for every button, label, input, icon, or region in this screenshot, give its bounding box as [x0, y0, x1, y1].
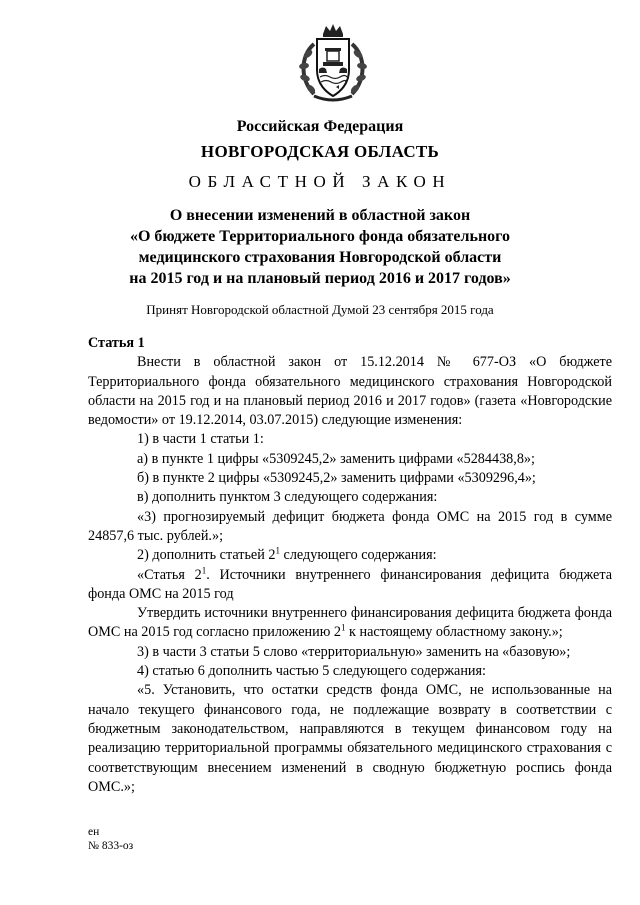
- title-line: «О бюджете Территориального фонда обязательного: [129, 228, 511, 245]
- amendment-item: 2) дополнить статьей $2^1$ следующего содержания:: [137, 545, 437, 564]
- title-line: медицинского страхования Новгородской области: [138, 249, 502, 266]
- amendment-quote: «5. Установить, что остатки средств фонда ОМС, не использованные на начало текущего финансового года, не подлежащие возврату в соответствии с бюджетным законодательством, направляются в текущем финансовом году на реализацию территориальной программы обязательного медицинского страхования с соответствующим внесением изменений в сводную бюджетную роспись фонда ОМС.»;: [88, 682, 612, 795]
- title-line: О внесении изменений в областной закон: [169, 207, 471, 224]
- article-body: [88, 334, 612, 797]
- amendment-subitem: б) в пункте 2 цифры «5309245,2» заменить цифрами «5309296,4»;: [137, 470, 536, 487]
- amendment-item: 1) в части 1 статьи 1:: [137, 431, 264, 448]
- new-article-text: Утвердить источники внутреннего финансирования дефицита бюджета фонда ОМС на 2015 год согласно приложению $2^1$ к настоящему областному закону.»;: [88, 605, 612, 641]
- document-type: ОБЛАСТНОЙ ЗАКОН: [188, 172, 452, 191]
- article-heading: Статья 1: [88, 335, 145, 351]
- amendment-subitem: в) дополнить пунктом 3 следующего содержания:: [137, 489, 438, 506]
- document-footer: [88, 825, 133, 853]
- amendment-item: 4) статью 6 дополнить частью 5 следующего содержания:: [137, 663, 486, 680]
- amendment-item: 3) в части 3 статьи 5 слово «территориальную» заменить на «базовую»;: [137, 643, 571, 660]
- title-line: на 2015 год и на плановый период 2016 и 2017 годов»: [129, 270, 511, 287]
- coat-of-arms-icon: [290, 22, 376, 108]
- region-name: НОВГОРОДСКАЯ ОБЛАСТЬ: [200, 142, 440, 161]
- country-name: Российская Федерация: [236, 118, 404, 135]
- amendment-quote: «3) прогнозируемый дефицит бюджета фонда ОМС на 2015 год в сумме 24857,6 тыс. рублей.»;: [88, 508, 612, 544]
- adoption-note: Принят Новгородской областной Думой 23 сентября 2015 года: [146, 302, 494, 317]
- article-intro: Внести в областной закон от 15.12.2014 № 677-ОЗ «О бюджете Территориального фонда обязательного медицинского страхования Новгородской области на 2015 год и на плановый период 2016 и 2017 годов» (газета «Новгородские ведомости» от 19.12.2014, 03.07.2015) следующие изменения:: [88, 354, 612, 429]
- footer-number: № 833-оз: [88, 840, 134, 852]
- document-title: [60, 205, 580, 289]
- amendment-subitem: а) в пункте 1 цифры «5309245,2» заменить цифрами «5284438,8»;: [137, 450, 535, 467]
- new-article-heading: «Статья $2^1$. Источники внутреннего финансирования дефицита бюджета фонда ОМС на 2015 год: [88, 564, 612, 602]
- footer-initials: ен: [88, 826, 100, 838]
